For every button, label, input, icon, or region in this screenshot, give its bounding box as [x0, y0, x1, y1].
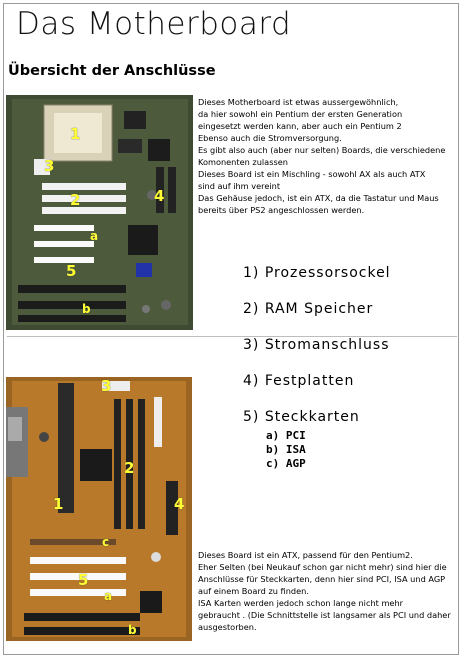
- legend-item-cpu-socket: 1) Prozessorsockel: [243, 265, 391, 281]
- text-line: sind auf ihm vereint: [198, 181, 281, 191]
- legend-sub-pci: a) PCI: [266, 429, 306, 442]
- photo2-label-ide: 4: [174, 495, 185, 513]
- photo2-label-power: 3: [101, 377, 112, 395]
- text-line: Das Gehäuse jedoch, ist ein ATX, da die Tastatur und Maus: [198, 193, 439, 203]
- photo2-label-agp: c: [102, 535, 110, 549]
- text-line: Es gibt also auch (aber nur selten) Boards, die verschiedene: [198, 145, 446, 155]
- photo1-label-slots: 5: [66, 262, 77, 280]
- photo1-label-isa: b: [82, 302, 91, 316]
- text-line: Ebenso auch die Stromversorgung.: [198, 133, 342, 143]
- description-block-2: [198, 549, 451, 633]
- legend-sub-isa: b) ISA: [266, 443, 306, 456]
- motherboard-photo-2: [6, 377, 192, 641]
- legend-item-power: 3) Stromanschluss: [243, 337, 390, 353]
- motherboard-photo-1: [6, 95, 193, 330]
- text-line: Dieses Board ist ein ATX, passend für den Pentium2.: [198, 550, 413, 560]
- legend-item-expansion: 5) Steckkarten: [243, 409, 360, 425]
- legend-sub-agp: c) AGP: [266, 457, 306, 470]
- text-line: ausgestorben.: [198, 622, 257, 632]
- text-line: gebraucht . (Die Schnittstelle ist langsamer als PCI und daher: [198, 610, 451, 620]
- photo1-label-ram: 2: [70, 191, 81, 209]
- photo2-label-pci: a: [104, 589, 113, 603]
- photo1-label-cpu: 1: [70, 125, 81, 143]
- text-line: da hier sowohl ein Pentium der ersten Generation: [198, 109, 403, 119]
- text-line: bereits über PS2 angeschlossen werden.: [198, 205, 365, 215]
- component-legend: [243, 263, 391, 471]
- text-line: Komonenten zulassen: [198, 157, 288, 167]
- legend-item-ram: 2) RAM Speicher: [243, 301, 374, 317]
- photo1-label-power: 3: [44, 157, 55, 175]
- description-block-1: [198, 96, 445, 216]
- photo2-label-ram: 2: [124, 459, 135, 477]
- photo2-label-slots: 5: [78, 571, 89, 589]
- legend-item-drives: 4) Festplatten: [243, 373, 355, 389]
- text-line: Dieses Motherboard ist etwas aussergewöhnlich,: [198, 97, 399, 107]
- text-line: auf einem Board zu finden.: [198, 586, 309, 596]
- page-title: Das Motherboard: [16, 6, 292, 42]
- photo1-label-ide: 4: [154, 187, 165, 205]
- text-line: Eher Selten (bei Neukauf schon gar nicht mehr) sind hier die: [198, 562, 447, 572]
- text-line: Dieses Board ist ein Mischling - sowohl AX als auch ATX: [198, 169, 426, 179]
- text-line: Anschlüsse für Steckkarten, denn hier sind PCI, ISA und AGP: [198, 574, 446, 584]
- photo2-label-isa: b: [128, 623, 137, 637]
- text-line: eingesetzt werden kann, aber auch ein Pentium 2: [198, 121, 402, 131]
- text-line: ISA Karten werden jedoch schon lange nicht mehr: [198, 598, 404, 608]
- section-heading: Übersicht der Anschlüsse: [8, 63, 216, 79]
- photo1-label-pci: a: [90, 229, 99, 243]
- section-divider: [7, 336, 457, 337]
- photo2-label-cpu: 1: [53, 495, 64, 513]
